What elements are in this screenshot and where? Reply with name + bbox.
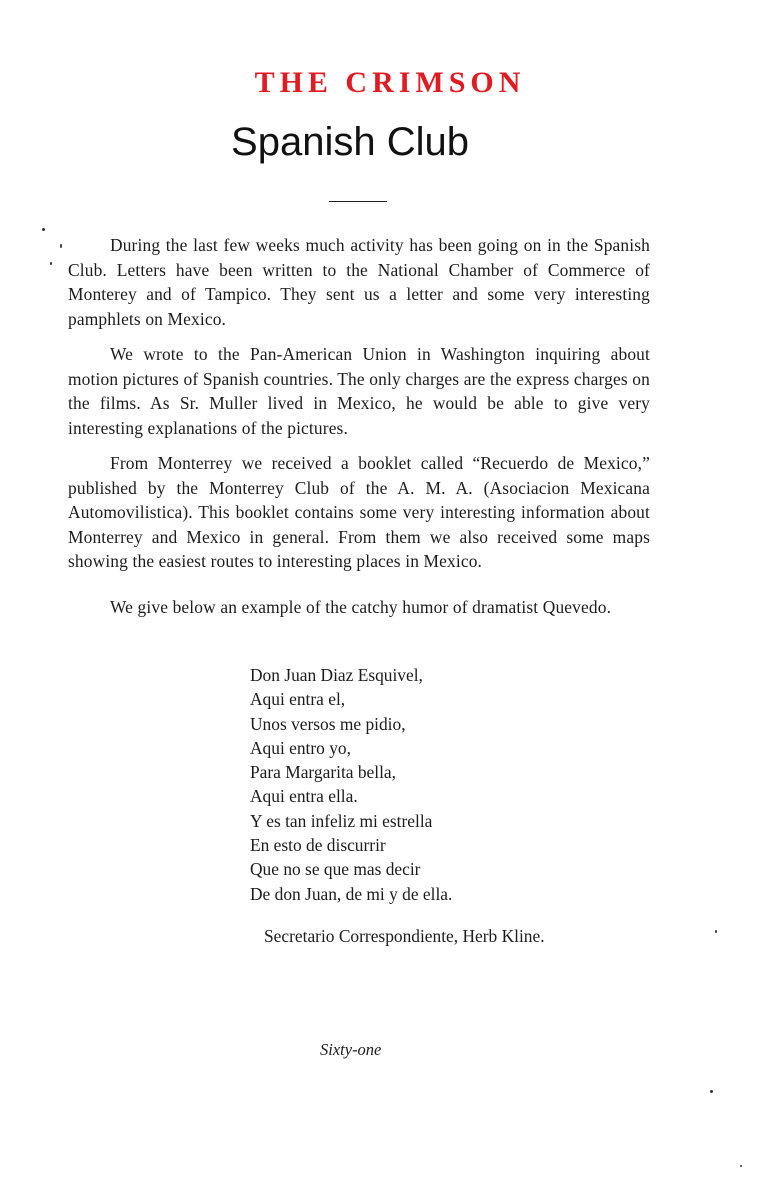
article-body <box>68 233 650 630</box>
ink-speck <box>740 1165 742 1167</box>
ink-speck <box>42 228 45 231</box>
poem-line: Que no se que mas decir <box>250 859 421 880</box>
ink-speck <box>60 244 62 248</box>
poem-line: Unos versos me pidio, <box>250 713 406 734</box>
poem-line: Aqui entra ella. <box>250 786 358 807</box>
page-title: Spanish Club <box>231 120 469 164</box>
poem-line: Don Juan Diaz Esquivel, <box>250 665 423 685</box>
poem-line: Aqui entro yo, <box>250 737 351 758</box>
poem-line: Y es tan infeliz mi estrella <box>250 810 433 831</box>
poem-line: Para Margarita bella, <box>250 762 396 783</box>
page-number: Sixty-one <box>320 1040 382 1059</box>
masthead: THE CRIMSON <box>254 66 526 99</box>
poem-line: En esto de discurrir <box>250 835 386 856</box>
paragraph: We give below an example of the catchy humor of dramatist Quevedo. <box>110 596 612 617</box>
poem <box>250 663 452 906</box>
title-divider <box>329 201 387 202</box>
paragraph: During the last few weeks much activity has been going on in the Spanish Club. Letters have been written to the National Chamber of Commerce of Monterey and of Tampico. They sent us a letter and some very interesting pamphlets on Mexico. <box>68 235 650 329</box>
paragraph: We wrote to the Pan-American Union in Washington inquiring about motion pictures of Spanish countries. The only charges are the express charges on the films. As Sr. Muller lived in Mexico, he would be able to give very interesting explanations of the pictures. <box>68 344 650 438</box>
paragraph: From Monterrey we received a booklet called “Recuerdo de Mexico,” published by the Monterrey Club of the A. M. A. (Asociacion Mexicana Automovilistica). This booklet contains some very interesting information about Monterrey and Mexico in general. From them we also received some maps showing the easiest routes to interesting places in Mexico. <box>68 453 650 571</box>
poem-line: De don Juan, de mi y de ella. <box>250 883 453 904</box>
ink-speck <box>715 930 717 933</box>
signature: Secretario Correspondiente, Herb Kline. <box>264 926 545 946</box>
ink-speck <box>710 1090 713 1093</box>
ink-speck <box>50 262 52 265</box>
poem-line: Aqui entra el, <box>250 689 346 710</box>
